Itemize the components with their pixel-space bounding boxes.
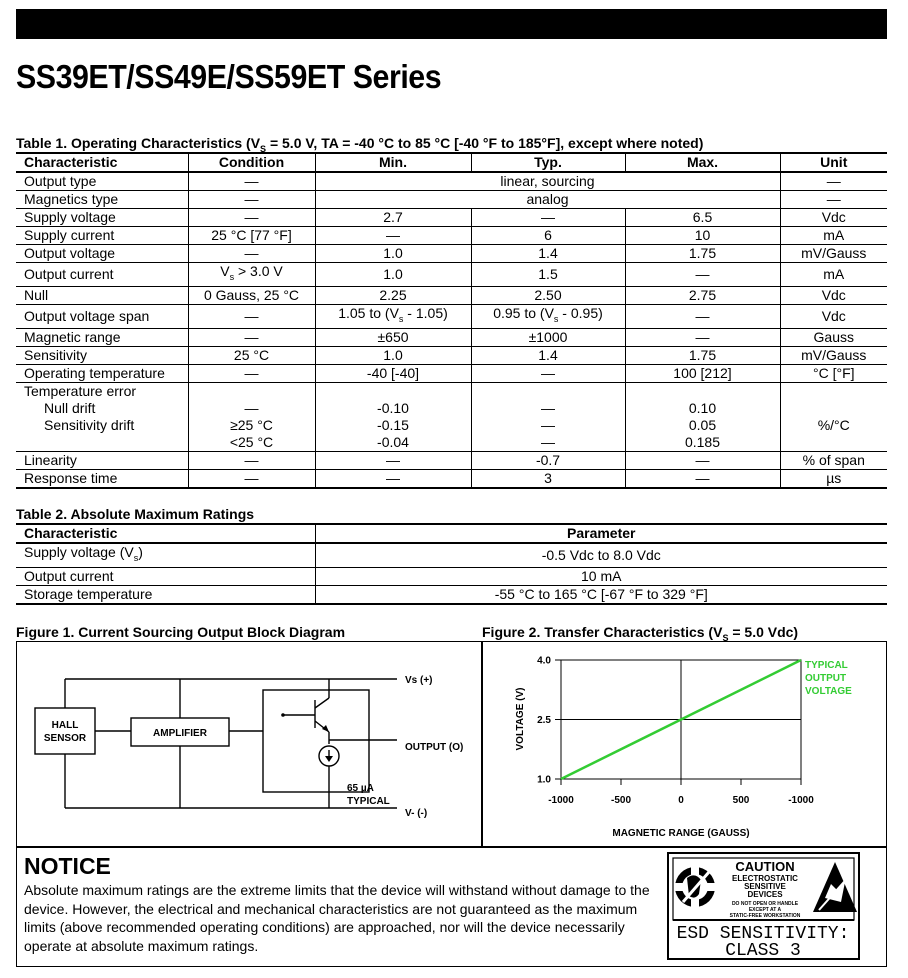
cell: °C [°F] <box>780 364 887 382</box>
cell: — <box>625 328 780 346</box>
table-row <box>16 245 887 263</box>
cell: Storage temperature <box>24 585 153 602</box>
cell: % of span <box>780 451 887 469</box>
cell: Operating temperature <box>24 364 165 381</box>
cell: — — — <box>471 382 625 451</box>
cell: — <box>471 364 625 382</box>
cell: Supply voltage $(V_s)$ <box>24 544 143 563</box>
esd-small3: STATIC-FREE WORKSTATION <box>729 913 801 919</box>
cell: linear, sourcing <box>315 172 780 191</box>
vplus-label: Vs (+) <box>405 675 433 686</box>
cell: Output current <box>24 567 114 584</box>
col-header: Unit <box>780 153 887 172</box>
current-value-label: 65 µA <box>347 783 374 794</box>
cell: — <box>188 304 315 328</box>
cell: Supply current <box>24 227 115 243</box>
table-row-temperature-error <box>16 382 887 451</box>
transfer-chart <box>483 642 886 846</box>
table-row <box>16 304 887 328</box>
notice-title: NOTICE <box>24 853 111 879</box>
hall-sensor-block <box>35 708 95 754</box>
y-axis-label: VOLTAGE (V) <box>515 687 526 751</box>
cell: -0.10 -0.15 -0.04 <box>315 382 471 451</box>
cell: 100 [212] <box>625 364 780 382</box>
table-row <box>16 328 887 346</box>
cell: mA <box>780 263 887 287</box>
esd-caution-label <box>667 852 860 960</box>
cell: Output current <box>24 265 114 282</box>
cell: — <box>188 191 315 209</box>
x-tick-label: -500 <box>610 795 632 806</box>
cell: — <box>625 263 780 287</box>
cell: Supply voltage <box>24 209 116 225</box>
table-row <box>16 209 887 227</box>
table-row <box>16 286 887 304</box>
col-header: Parameter <box>315 524 887 543</box>
hall-label: HALL <box>51 720 79 731</box>
amplifier-label: AMPLIFIER <box>153 728 207 739</box>
cell: analog <box>315 191 780 209</box>
cell: 0.95 to $(V_s - 0.95)$ <box>471 304 625 328</box>
cell: — <box>188 328 315 346</box>
col-header: Condition <box>188 153 315 172</box>
cell: — <box>780 172 887 191</box>
esd-warning-triangle-icon <box>813 862 857 912</box>
cell: 1.05 to $(V_s - 1.05)$ <box>315 304 471 328</box>
cell: Output voltage <box>24 245 116 261</box>
cell: — <box>315 227 471 245</box>
cell: 2.50 <box>471 286 625 304</box>
figure1-caption: Figure 1. Current Sourcing Output Block Diagram <box>16 624 346 640</box>
esd-ring-icon <box>675 867 715 907</box>
cell: — <box>188 469 315 488</box>
cell: -55 °C to 165 °C [-67 °F to 329 °F] <box>315 585 887 604</box>
cell: 2.25 <box>315 286 471 304</box>
table-row <box>16 543 887 567</box>
page-title: SS39ET/SS49E/SS59ET Series <box>16 58 442 95</box>
cell: ±650 <box>315 328 471 346</box>
esd-small2: EXCEPT AT A <box>748 907 782 913</box>
cell: — <box>625 469 780 488</box>
cell: mV/Gauss <box>780 346 887 364</box>
esd-label-graphic <box>669 854 858 958</box>
x-tick-label: -1000 <box>548 795 574 806</box>
cell: µs <box>780 469 887 488</box>
esd-class: CLASS 3 <box>725 941 801 958</box>
x-tick-label: 500 <box>732 795 750 806</box>
cell: Linearity <box>24 451 77 468</box>
cell: — <box>315 451 471 469</box>
table-row <box>16 364 887 382</box>
x-tick-label: -1000 <box>788 795 814 806</box>
esd-line3: DEVICES <box>747 890 783 899</box>
legend-text: OUTPUT <box>805 673 847 684</box>
cell: ±1000 <box>471 328 625 346</box>
absolute-max-ratings-table <box>16 523 887 605</box>
cell: 1.75 <box>625 245 780 263</box>
cell: — <box>315 469 471 488</box>
esd-small1: DO NOT OPEN OR HANDLE <box>731 901 799 907</box>
cell: Vdc <box>780 209 887 227</box>
cell: — <box>780 191 887 209</box>
cell: Response time <box>24 469 118 486</box>
esd-line1: ELECTROSTATIC <box>732 874 798 883</box>
cell: Null <box>24 286 49 303</box>
cell: — <box>188 245 315 263</box>
x-tick-label: 0 <box>678 795 684 806</box>
cell: 0 Gauss, 25 °C <box>188 286 315 304</box>
figure2-box <box>482 641 887 847</box>
cell: 2.75 <box>625 286 780 304</box>
table-row <box>16 346 887 364</box>
table-header-row <box>16 153 887 172</box>
table-row <box>16 263 887 287</box>
vminus-label: V- (-) <box>405 808 428 819</box>
cell: Output voltage span <box>24 307 150 324</box>
cell: Vdc <box>780 304 887 328</box>
col-header: Max. <box>625 153 780 172</box>
figure2-caption: Figure 2. Transfer Characteristics ($V_S = 5.0$ Vdc) <box>482 624 799 643</box>
cell: 0.10 0.05 0.185 <box>625 382 780 451</box>
cell: mA <box>780 227 887 245</box>
header-bar <box>16 9 887 39</box>
col-header: Characteristic <box>24 525 118 541</box>
cell: mV/Gauss <box>780 245 887 263</box>
cell: 1.4 <box>471 346 625 364</box>
cell: 3 <box>471 469 625 488</box>
table-row <box>16 469 887 488</box>
col-header: Characteristic <box>24 154 118 170</box>
esd-sensitivity: ESD SENSITIVITY: <box>676 924 850 944</box>
cell: Magnetics type <box>24 191 119 207</box>
figure1-box <box>16 641 482 847</box>
cell: — <box>188 364 315 382</box>
cell: — <box>188 209 315 227</box>
col-header: Min. <box>315 153 471 172</box>
table-header-row <box>16 524 887 543</box>
cell: 10 <box>625 227 780 245</box>
cell: — <box>625 304 780 328</box>
output-stage-block <box>263 690 369 792</box>
legend-text: TYPICAL <box>805 660 848 671</box>
cell: -0.7 <box>471 451 625 469</box>
cell: 25 °C <box>188 346 315 364</box>
cell: Gauss <box>780 328 887 346</box>
cell: 6 <box>471 227 625 245</box>
y-tick-label: 2.5 <box>537 715 551 726</box>
cell: 6.5 <box>625 209 780 227</box>
table-row <box>16 227 887 245</box>
cell: Magnetic range <box>24 328 121 345</box>
y-tick-label: 4.0 <box>537 655 551 667</box>
table-row <box>16 585 887 604</box>
table-row <box>16 172 887 191</box>
cell: -0.5 Vdc to 8.0 Vdc <box>315 543 887 567</box>
cell: 25 °C [77 °F] <box>188 227 315 245</box>
cell: — <box>471 209 625 227</box>
table2-caption: Table 2. Absolute Maximum Ratings <box>16 506 255 522</box>
cell: 2.7 <box>315 209 471 227</box>
col-header: Typ. <box>471 153 625 172</box>
notice-body: Absolute maximum ratings are the extreme limits that the device will withstand without damage to the device. However, the electrical and mechanical characteristics are not guaranteed as the maximum limits (above recommended operating conditions) are approached, nor will the device necessarily operate at absolute maximum ratings. <box>24 882 650 954</box>
legend-text: VOLTAGE <box>805 686 852 697</box>
cell: 1.0 <box>315 245 471 263</box>
esd-caution: CAUTION <box>735 859 795 874</box>
cell: Sensitivity <box>24 346 88 363</box>
cell: — ≥25 °C <25 °C <box>188 382 315 451</box>
cell: 10 mA <box>315 567 887 585</box>
cell: $V_s > 3.0$ V <box>188 263 315 287</box>
cell: %/°C <box>780 382 887 451</box>
cell: Output type <box>24 173 97 189</box>
cell: 1.5 <box>471 263 625 287</box>
table1-caption: Table 1. Operating Characteristics ($V_S = 5.0$ V, TA = -40 °C to 85 °C [-40 °F to 185°F], except where noted) <box>16 135 704 154</box>
cell: -40 [-40] <box>315 364 471 382</box>
esd-line2: SENSITIVE <box>744 882 786 891</box>
table-row <box>16 191 887 209</box>
x-axis-label: MAGNETIC RANGE (GAUSS) <box>612 828 750 839</box>
cell: 1.4 <box>471 245 625 263</box>
cell: 1.0 <box>315 346 471 364</box>
table-row <box>16 451 887 469</box>
operating-characteristics-table <box>16 152 887 489</box>
current-typical-label: TYPICAL <box>347 796 390 807</box>
table-row <box>16 567 887 585</box>
cell: Vdc <box>780 286 887 304</box>
cell: Temperature error Null drift Sensitivity drift <box>24 382 137 433</box>
cell: — <box>625 451 780 469</box>
output-label: OUTPUT (O) <box>405 742 464 753</box>
cell: 1.75 <box>625 346 780 364</box>
cell: — <box>188 172 315 191</box>
block-diagram <box>17 642 481 846</box>
cell: 1.0 <box>315 263 471 287</box>
y-tick-label: 1.0 <box>537 774 551 786</box>
sensor-label: SENSOR <box>43 733 87 744</box>
cell: — <box>188 451 315 469</box>
